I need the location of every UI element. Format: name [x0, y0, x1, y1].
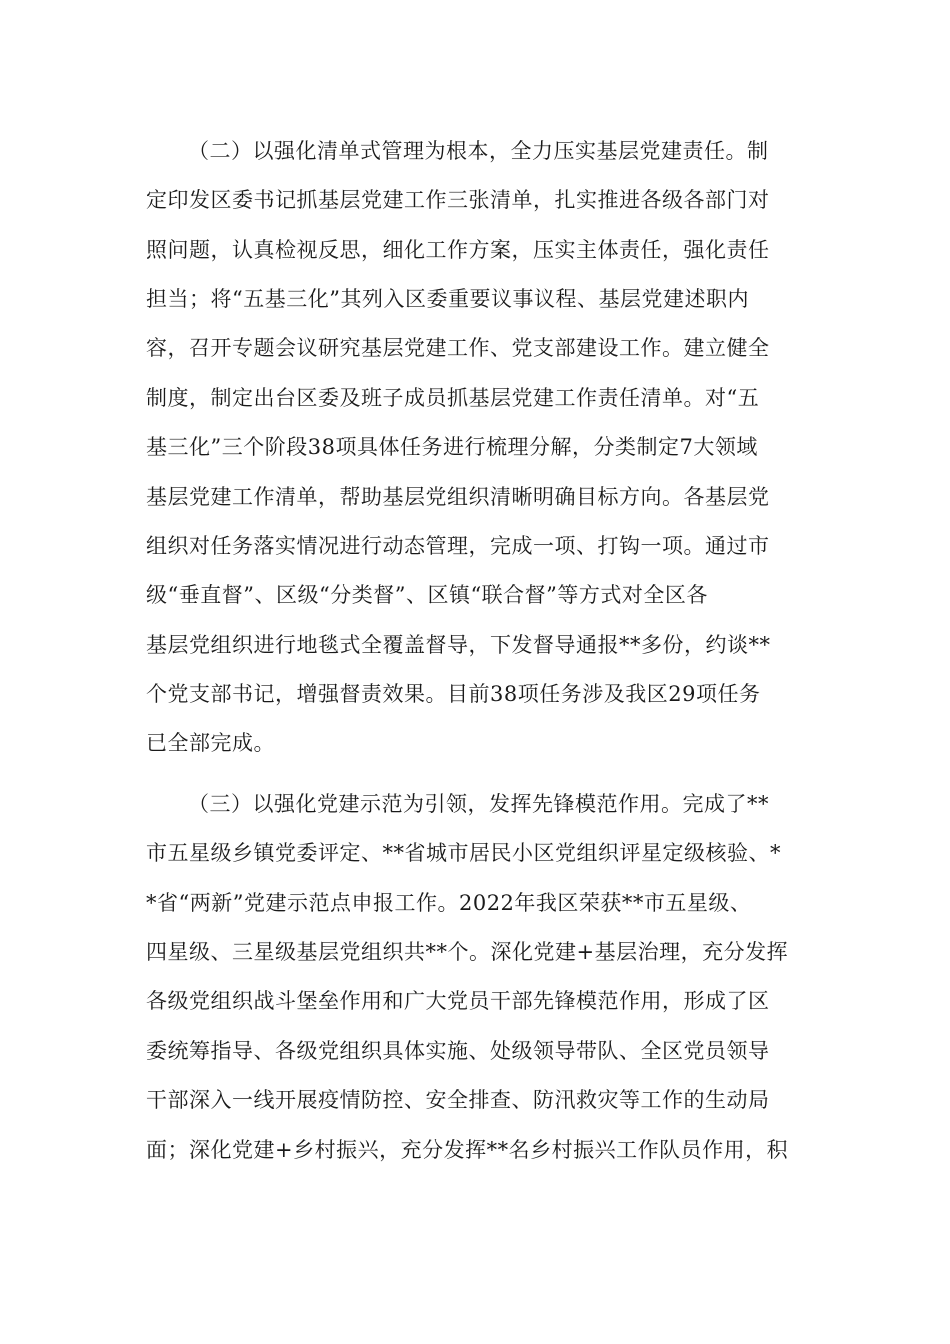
paragraph-1-line-1: （二）以强化清单式管理为根本，全力压实基层党建责任。制 — [188, 139, 769, 163]
paragraph-1-line-5: 容，召开专题会议研究基层党建工作、党支部建设工作。建立健全 — [146, 336, 770, 360]
paragraph-1-line-6: 制度，制定出台区委及班子成员抓基层党建工作责任清单。对“五 — [146, 386, 760, 410]
paragraph-2-line-2: 市五星级乡镇党委评定、**省城市居民小区党组织评星定级核验、* — [146, 841, 781, 865]
paragraph-1-line-10: 级“垂直督”、区级“分类督”、区镇“联合督”等方式对全区各 — [146, 583, 708, 607]
paragraph-2-line-3: *省“两新”党建示范点申报工作。2022年我区荣获**市五星级、 — [146, 891, 752, 915]
paragraph-1-line-8: 基层党建工作清单，帮助基层党组织清晰明确目标方向。各基层党 — [146, 485, 770, 509]
paragraph-1-line-12: 个党支部书记，增强督责效果。目前38项任务涉及我区29项任务 — [146, 682, 761, 706]
paragraph-1-line-2: 定印发区委书记抓基层党建工作三张清单，扎实推进各级各部门对 — [146, 188, 770, 212]
paragraph-1-line-9: 组织对任务落实情况进行动态管理，完成一项、打钩一项。通过市 — [146, 534, 770, 558]
paragraph-2-line-6: 委统筹指导、各级党组织具体实施、处级领导带队、全区党员领导 — [146, 1039, 770, 1063]
paragraph-2-line-1: （三）以强化党建示范为引领，发挥先锋模范作用。完成了** — [188, 792, 769, 816]
paragraph-2-line-7: 干部深入一线开展疫情防控、安全排查、防汛救灾等工作的生动局 — [146, 1088, 770, 1112]
paragraph-1-line-3: 照问题，认真检视反思，细化工作方案，压实主体责任，强化责任 — [146, 238, 770, 262]
paragraph-1-line-13: 已全部完成。 — [146, 731, 275, 755]
paragraph-1-line-11: 基层党组织进行地毯式全覆盖督导，下发督导通报**多份，约谈** — [146, 633, 771, 657]
paragraph-2-line-4: 四星级、三星级基层党组织共**个。深化党建+基层治理，充分发挥 — [146, 940, 789, 964]
paragraph-1-line-7: 基三化”三个阶段38项具体任务进行梳理分解，分类制定7大领域 — [146, 435, 758, 459]
paragraph-1-line-4: 担当；将“五基三化”其列入区委重要议事议程、基层党建述职内 — [146, 287, 749, 311]
paragraph-2-line-8: 面；深化党建+乡村振兴，充分发挥**名乡村振兴工作队员作用，积 — [146, 1138, 789, 1162]
paragraph-2-line-5: 各级党组织战斗堡垒作用和广大党员干部先锋模范作用，形成了区 — [146, 989, 770, 1013]
